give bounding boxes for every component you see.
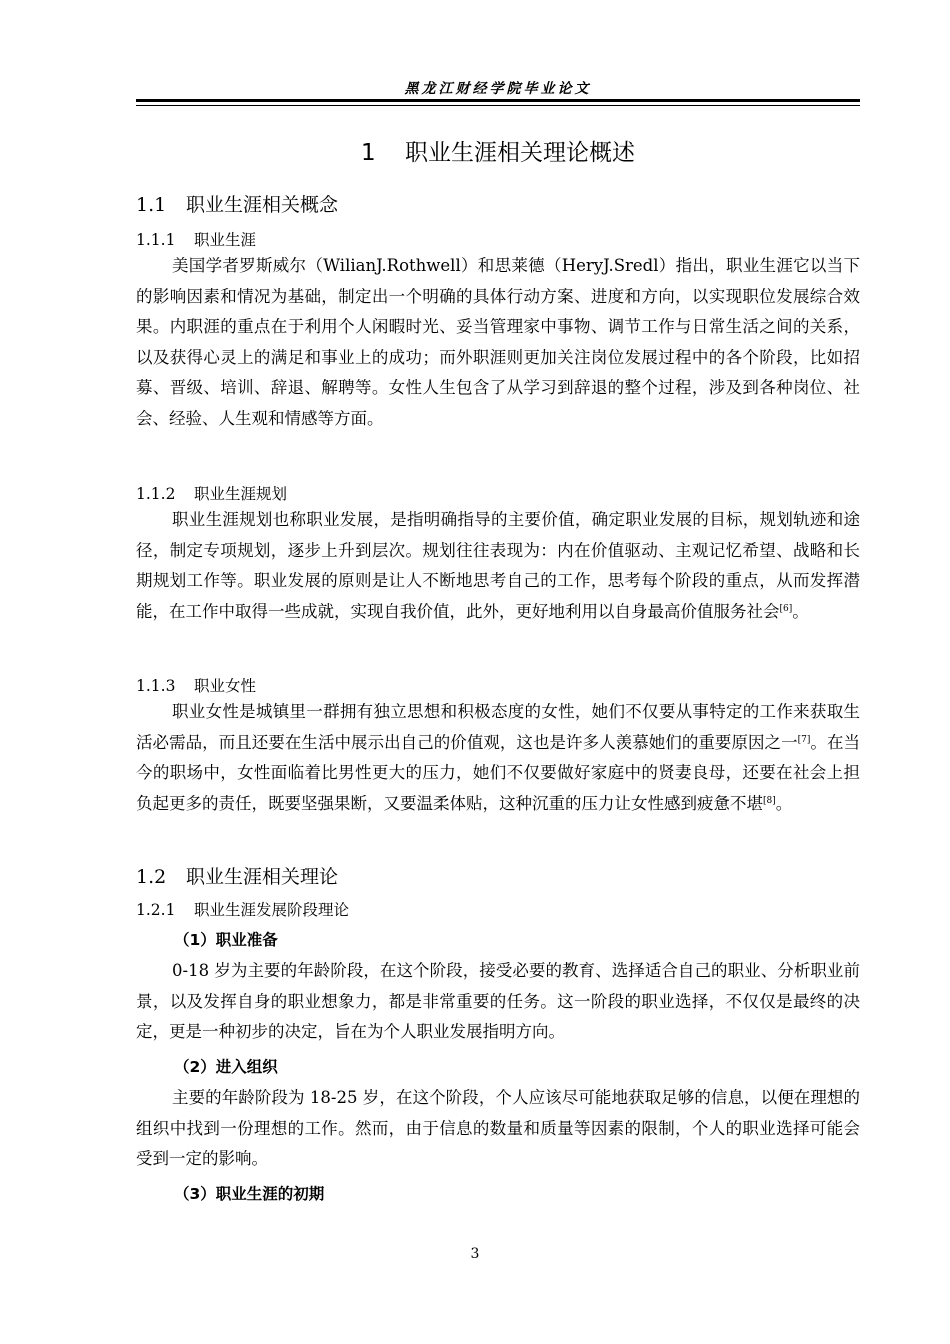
subsection-title: 职业生涯规划	[194, 485, 288, 503]
section-heading-1-2	[136, 862, 338, 889]
section-number: 1.2	[136, 866, 167, 888]
stage-heading-1: （1）职业准备	[174, 931, 278, 949]
chapter-number: 1	[361, 140, 376, 166]
paragraph-career: 美国学者罗斯威尔（WilianJ.Rothwell）和思莱德（HeryJ.Sredl）指出，职业生涯它以当下的影响因素和情况为基础，制定出一个明确的具体行动方案、进度和方向，以实现职位发展综合效果。内职涯的重点在于利用个人闲暇时光、妥当管理家中事物、调节工作与日常生活之间的关系，以及获得心灵上的满足和事业上的成功；而外职涯则更加关注岗位发展过程中的各个阶段，比如招募、晋级、培训、辞退、解聘等。女性人生包含了从学习到辞退的整个过程，涉及到各种岗位、社会、经验、人生观和情感等方面。	[136, 256, 860, 428]
section-number: 1.1	[136, 194, 167, 216]
subsection-title: 职业女性	[194, 677, 257, 695]
paragraph-text: 职业生涯规划也称职业发展，是指明确指导的主要价值，确定职业发展的目标，规划轨迹和途径，制定专项规划，逐步上升到层次。规划往往表现为：内在价值驱动、主观记忆希望、战略和长期规划工作等。职业发展的原则是让人不断地思考自己的工作，思考每个阶段的重点，从而发挥潜能，在工作中取得一些成就，实现自我价值，此外，更好地利用以自身最高价值服务社会	[136, 510, 860, 621]
subsection-heading-1-1-1	[136, 228, 256, 250]
citation: [8]	[763, 795, 776, 806]
paragraph-tail: 。	[775, 793, 793, 813]
subsection-title: 职业生涯发展阶段理论	[194, 901, 350, 919]
paragraph-tail: 。	[792, 601, 809, 621]
subsection-number: 1.1.1	[136, 231, 176, 249]
section-heading-1-1	[136, 190, 338, 217]
paragraph-career-women	[136, 697, 860, 819]
stage-heading-2: （2）进入组织	[174, 1058, 278, 1076]
section-title: 职业生涯相关理论	[186, 866, 339, 888]
header-rule-thick	[136, 99, 860, 102]
subsection-heading-1-2-1	[136, 898, 349, 920]
citation: [6]	[779, 603, 793, 614]
header-rule-thin	[136, 105, 860, 106]
paragraph-stage-2: 主要的年龄阶段为 18-25 岁，在这个阶段，个人应该尽可能地获取足够的信息，以便在理想的组织中找到一份理想的工作。然而，由于信息的数量和质量等因素的限制，个人的职业选择可能会受到一定的影响。	[136, 1088, 860, 1169]
chapter-title-text: 职业生涯相关理论概述	[404, 140, 635, 166]
paragraph-stage-1: 0-18 岁为主要的年龄阶段，在这个阶段，接受必要的教育、选择适合自己的职业、分析职业前景，以及发挥自身的职业想象力，都是非常重要的任务。这一阶段的职业选择，不仅仅是最终的决定，更是一种初步的决定，旨在为个人职业发展指明方向。	[136, 961, 860, 1042]
paragraph-text: 。在当今的职场中，女性面临着比男性更大的压力，她们不仅要做好家庭中的贤妻良母，还要在社会上担负起更多的责任，既要坚强果断，又要温柔体贴，这种沉重的压力让女性感到疲惫不堪	[136, 732, 861, 813]
subsection-title: 职业生涯	[194, 231, 257, 249]
subsection-number: 1.2.1	[136, 901, 176, 919]
subsection-number: 1.1.2	[136, 485, 176, 503]
paragraph-career-planning	[136, 505, 860, 627]
subsection-number: 1.1.3	[136, 677, 176, 695]
subsection-heading-1-1-2	[136, 482, 287, 504]
citation: [7]	[797, 734, 811, 745]
stage-heading-3: （3）职业生涯的初期	[174, 1185, 325, 1203]
section-title: 职业生涯相关概念	[186, 194, 339, 216]
chapter-title	[136, 134, 860, 167]
page-number: 3	[470, 1246, 480, 1262]
subsection-heading-1-1-3	[136, 674, 256, 696]
running-header: 黑龙江财经学院毕业论文	[404, 81, 592, 97]
paragraph-text: 职业女性是城镇里一群拥有独立思想和积极态度的女性，她们不仅要从事特定的工作来获取生活必需品，而且还要在生活中展示出自己的价值观，这也是许多人羡慕她们的重要原因之一	[136, 702, 860, 752]
